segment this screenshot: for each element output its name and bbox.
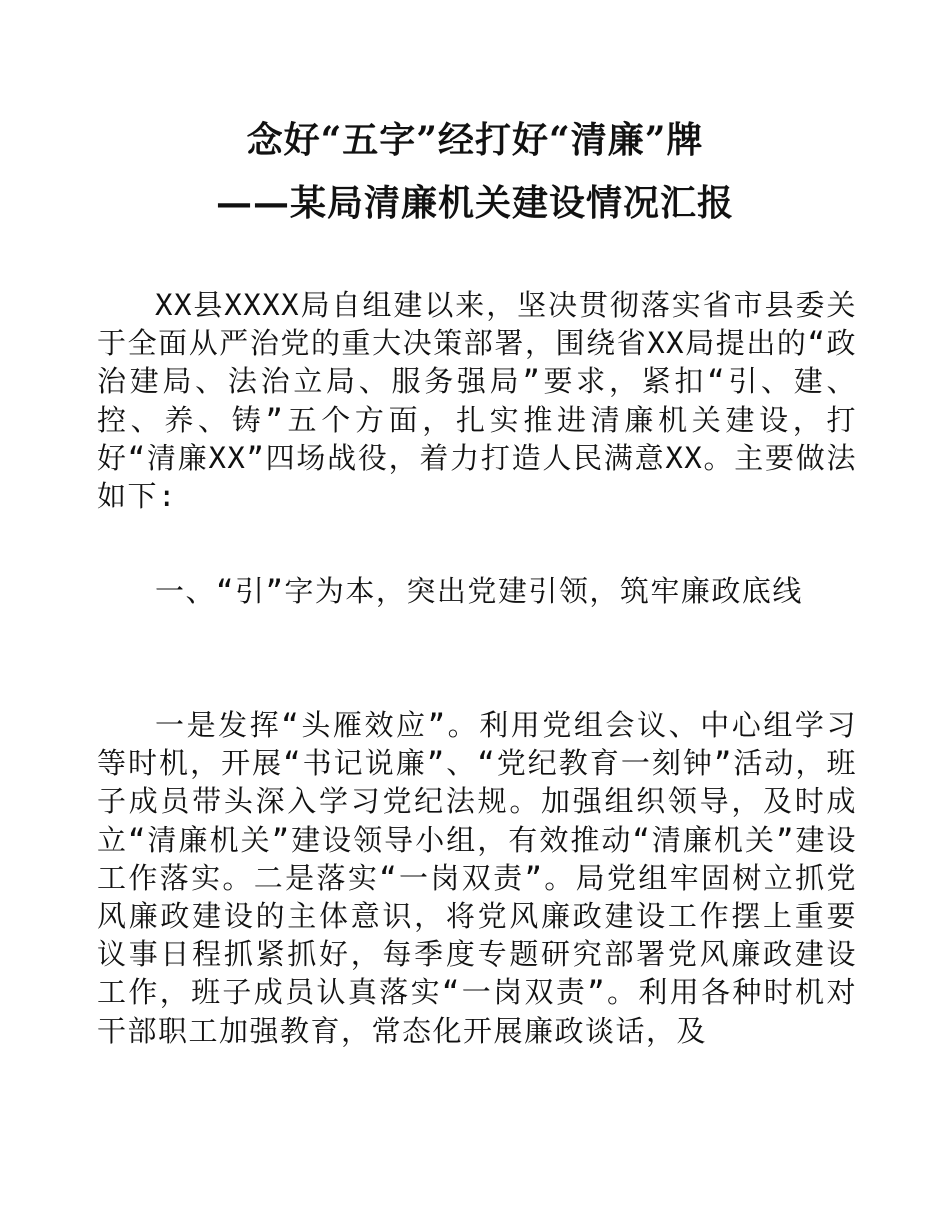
document-title: 念好“五字”经打好“清廉”牌 xyxy=(246,119,704,161)
section-heading: 一、“引”字为本，突出党建引领，筑牢廉政底线 xyxy=(155,574,803,608)
document-subtitle: ——某局清廉机关建设情况汇报 xyxy=(215,182,734,224)
section-body-paragraph: 一是发挥“头雁效应”。利用党组会议、中心组学习等时机，开展“书记说廉”、“党纪教育一刻钟”活动，班子成员带头深入学习党纪法规。加强组织领导，及时成立“清廉机关”建设领导小组，有效推动“清廉机关”建设工作落实。二是落实“一岗双责”。局党组牢固树立抓党风廉政建设的主体意识，将党风廉政建设工作摆上重要议事日程抓紧抓好，每季度专题研究部署党风廉政建设工作，班子成员认真落实“一岗双责”。利用各种时机对干部职工加强教育，常态化开展廉政谈话，及 xyxy=(97,708,857,1048)
intro-paragraph: XX县XXXX局自组建以来，坚决贯彻落实省市县委关于全面从严治党的重大决策部署，围绕省XX局提出的“政治建局、法治立局、服务强局”要求，紧扣“引、建、控、养、铸”五个方面，扎实推进清廉机关建设，打好“清廉XX”四场战役，着力打造人民满意XX。主要做法如下: xyxy=(97,288,857,514)
